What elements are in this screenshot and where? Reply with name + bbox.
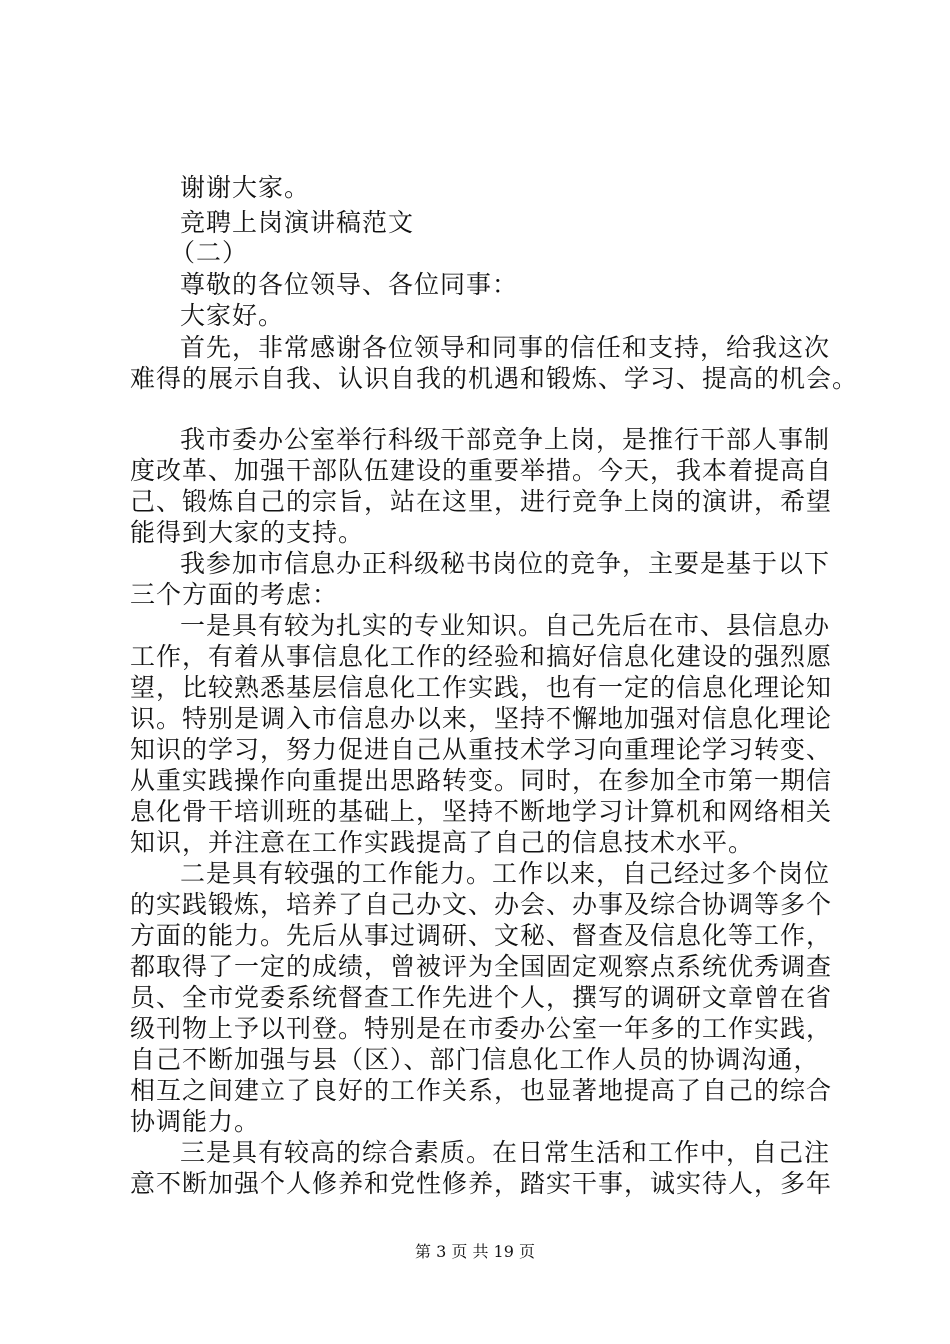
text-line: 员、全市党委系统督查工作先进个人，撰写的调研文章曾在省 xyxy=(130,983,833,1012)
text-line: 度改革、加强干部队伍建设的重要举措。今天，我本着提高自 xyxy=(130,456,833,485)
text-line: 己、锻炼自己的宗旨，站在这里，进行竞争上岗的演讲，希望 xyxy=(130,487,833,516)
text-line: 望，比较熟悉基层信息化工作实践，也有一定的信息化理论知 xyxy=(130,673,833,702)
text-line: 知识的学习，努力促进自己从重技术学习向重理论学习转变、 xyxy=(130,735,833,764)
text-line: 知识，并注意在工作实践提高了自己的信息技术水平。 xyxy=(130,828,755,857)
text-line: 识。特别是调入市信息办以来，坚持不懈地加强对信息化理论 xyxy=(130,704,833,733)
text-line: 首先，非常感谢各位领导和同事的信任和支持，给我这次 xyxy=(180,333,831,362)
text-line: 意不断加强个人修养和党性修养，踏实干事，诚实待人，多年 xyxy=(130,1169,833,1198)
text-line: 工作，有着从事信息化工作的经验和搞好信息化建设的强烈愿 xyxy=(130,642,833,671)
text-line: （二） xyxy=(170,238,249,267)
text-line: 从重实践操作向重提出思路转变。同时，在参加全市第一期信 xyxy=(130,766,833,795)
text-line: 自己不断加强与县（区）、部门信息化工作人员的协调沟通， xyxy=(130,1045,820,1074)
text-line: 相互之间建立了良好的工作关系，也显著地提高了自己的综合 xyxy=(130,1076,833,1105)
text-line: 息化骨干培训班的基础上，坚持不断地学习计算机和网络相关 xyxy=(130,797,833,826)
text-line: 协调能力。 xyxy=(130,1107,261,1136)
text-line: 我参加市信息办正科级秘书岗位的竞争，主要是基于以下 xyxy=(180,549,831,578)
text-line: 难得的展示自我、认识自我的机遇和锻炼、学习、提高的机会。 xyxy=(130,364,859,393)
text-line: 的实践锻炼，培养了自己办文、办会、办事及综合协调等多个 xyxy=(130,890,833,919)
text-line: 尊敬的各位领导、各位同事： xyxy=(180,270,519,299)
text-line: 我市委办公室举行科级干部竞争上岗，是推行干部人事制 xyxy=(180,425,831,454)
text-line: 大家好。 xyxy=(180,301,285,330)
text-line: 能得到大家的支持。 xyxy=(130,518,365,547)
text-line: 都取得了一定的成绩，曾被评为全国固定观察点系统优秀调查 xyxy=(130,952,833,981)
text-line: 方面的能力。先后从事过调研、文秘、督查及信息化等工作， xyxy=(130,921,833,950)
text-line: 谢谢大家。 xyxy=(180,173,311,202)
text-line: 一是具有较为扎实的专业知识。自己先后在市、县信息办 xyxy=(180,611,831,640)
text-line: 二是具有较强的工作能力。工作以来，自己经过多个岗位 xyxy=(180,859,831,888)
text-line: 竞聘上岗演讲稿范文 xyxy=(180,208,415,237)
page-number-footer: 第 3 页 共 19 页 xyxy=(415,1242,535,1261)
text-line: 三个方面的考虑： xyxy=(130,580,339,609)
text-line: 级刊物上予以刊登。特别是在市委办公室一年多的工作实践， xyxy=(130,1014,833,1043)
text-line: 三是具有较高的综合素质。在日常生活和工作中，自己注 xyxy=(180,1138,831,1167)
